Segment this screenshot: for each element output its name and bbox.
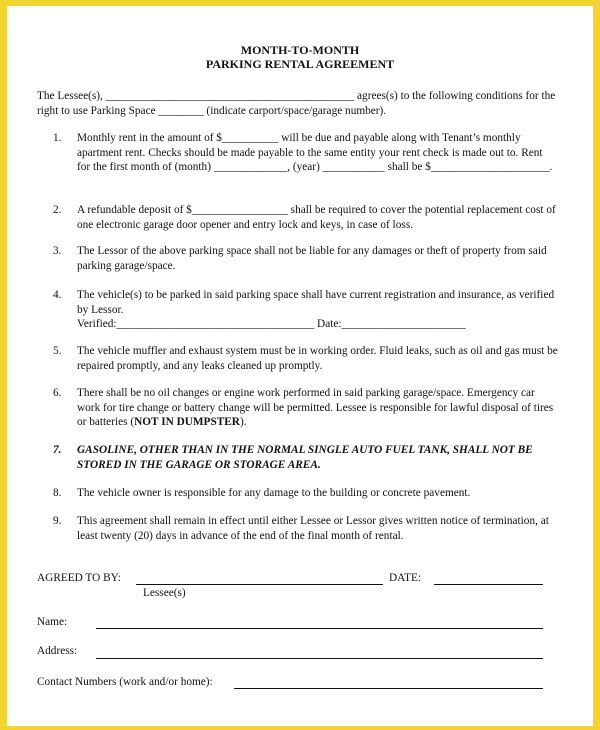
intro-paragraph: The Lessee(s), ____________________________________________ agrees(s) to the following conditions for the right to use Parking Space ________ (indicate carport/space/garage number). <box>37 90 556 117</box>
agreed-label: AGREED TO BY: <box>37 572 121 584</box>
name-label: Name: <box>37 616 68 628</box>
clause-6: 6. There shall be no oil changes or engine work performed in said parking garage/space. Emergency car work for tire change or battery change will be permitted. Lessee is responsible for lawful disposal of tires or batteries (NOT IN DUMPSTER). <box>53 387 554 428</box>
contact-line[interactable] <box>234 688 543 689</box>
clause-9: 9. This agreement shall remain in effect until either Lessee or Lessor gives written notice of termination, at least twenty (20) days in advance of the end of the final month of rental. <box>53 515 549 542</box>
address-line[interactable] <box>96 658 543 659</box>
clause-5: 5. The vehicle muffler and exhaust system must be in working order. Fluid leaks, such as oil and gas must be repaired promptly, and any leaks cleaned up promptly. <box>53 345 558 372</box>
clause-8: 8. The vehicle owner is responsible for any damage to the building or concrete pavement. <box>53 487 471 499</box>
address-label: Address: <box>37 645 78 657</box>
clause-3: 3. The Lessor of the above parking space shall not be liable for any damages or theft of property from said parking garage/space. <box>53 245 547 272</box>
clause-2: 2. A refundable deposit of $_________________ shall be required to cover the potential replacement cost of one electronic garage door opener and entry lock and keys, in case of loss. <box>53 204 556 231</box>
contact-label: Contact Numbers (work and/or home): <box>37 676 213 688</box>
dumpster-warning: NOT IN DUMPSTER <box>134 416 240 428</box>
name-line[interactable] <box>96 628 543 629</box>
date-line[interactable] <box>434 584 543 585</box>
title-line-2: PARKING RENTAL AGREEMENT <box>205 57 395 71</box>
lessee-signature-line[interactable] <box>136 584 383 585</box>
lessee-caption: Lessee(s) <box>143 587 186 599</box>
title-line-1: MONTH-TO-MONTH <box>240 43 360 57</box>
clause-4: 4. The vehicle(s) to be parked in said parking space shall have current registration and insurance, as verified by Lessor. Verified:___________________________________ Date:______________________ <box>53 288 558 332</box>
date-label: DATE: <box>389 572 422 584</box>
document-page <box>7 6 593 726</box>
clause-7: 7. GASOLINE, OTHER THAN IN THE NORMAL SINGLE AUTO FUEL TANK, SHALL NOT BE STORED IN THE GARAGE OR STORAGE AREA. <box>53 444 533 471</box>
document-title <box>7 43 593 71</box>
verified-line: Verified:___________________________________ Date:______________________ <box>77 318 466 330</box>
clause-1: 1. Monthly rent in the amount of $__________ will be due and payable along with Tenant’s monthly apartment rent. Checks should be made payable to the same entity your rent check is made out to. Rent for the first month of (month) _____________, (year) ___________ shall be $_____________________. <box>53 132 553 173</box>
